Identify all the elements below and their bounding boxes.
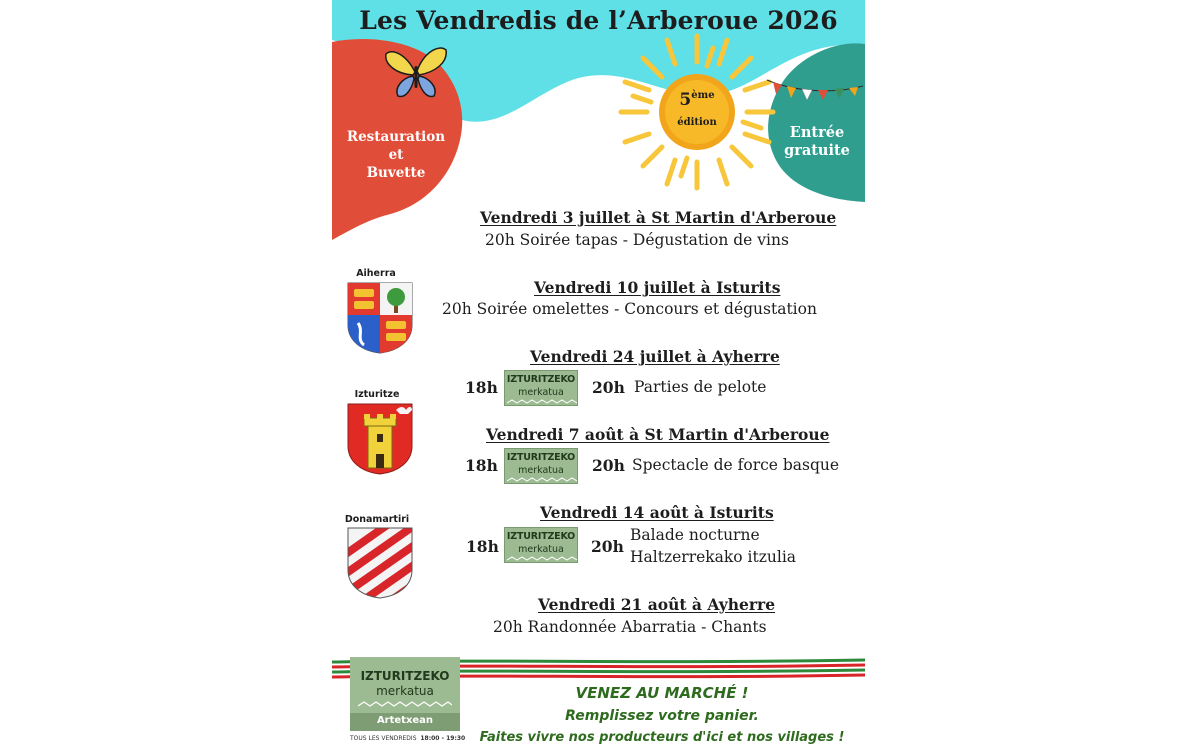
footer-line-1: VENEZ AU MARCHÉ ! [575, 684, 749, 702]
donamartiri-crest-icon [346, 526, 414, 600]
footer-badge-line-3: Artetxean [376, 715, 434, 726]
zigzag-icon [507, 477, 577, 482]
event-6-line: 20h Randonnée Abarratia - Chants [493, 618, 767, 636]
event-3-activity: Parties de pelote [634, 378, 767, 396]
crest-label-donamartiri: Donamartiri [344, 514, 410, 525]
butterfly-icon [384, 44, 448, 100]
left-blob-line-1: Restauration [346, 129, 446, 145]
crest-label-aiherra: Aiherra [356, 268, 396, 279]
event-5-time-2: 20h [591, 537, 624, 556]
market-badge [504, 370, 578, 406]
footer-line-3: Faites vivre nos producteurs d'ici et nos villages ! [479, 730, 845, 745]
edition-word: édition [677, 117, 717, 128]
event-2-title: Vendredi 10 juillet à Isturits [534, 278, 781, 297]
event-5-time-1: 18h [466, 537, 499, 556]
left-blob-line-2: et [388, 147, 404, 163]
crest-label-izturitze: Izturitze [354, 389, 400, 400]
market-badge-line-1: IZTURITZEKO [506, 452, 576, 463]
market-badge-line-1: IZTURITZEKO [506, 374, 576, 385]
zigzag-icon [358, 701, 452, 707]
event-2-line: 20h Soirée omelettes - Concours et dégustation [442, 300, 817, 318]
market-badge [504, 527, 578, 563]
zigzag-icon [507, 556, 577, 561]
right-blob-line-1: Entrée [789, 124, 845, 141]
footer-schedule-time: 18:00 - 19:30 [420, 735, 466, 742]
market-badge-line-1: IZTURITZEKO [506, 531, 576, 542]
event-5-title: Vendredi 14 août à Isturits [540, 503, 774, 522]
edition-label [657, 90, 737, 129]
zigzag-icon [507, 399, 577, 404]
footer-badge-line-2: merkatua [376, 684, 434, 698]
right-blob-line-2: gratuite [784, 142, 850, 159]
event-3-time-1: 18h [465, 378, 498, 397]
event-1-title: Vendredi 3 juillet à St Martin d'Arberoue [480, 208, 837, 227]
market-badge [504, 448, 578, 484]
market-badge-line-2: merkatua [518, 465, 564, 476]
event-poster [332, 0, 865, 750]
event-6-title: Vendredi 21 août à Ayherre [538, 595, 776, 614]
event-4-activity: Spectacle de force basque [632, 456, 840, 474]
event-5-activity-2: Haltzerrekako itzulia [630, 548, 797, 566]
event-4-title: Vendredi 7 août à St Martin d'Arberoue [486, 425, 830, 444]
edition-number: 5 [679, 90, 692, 110]
bunting-flags-icon [765, 70, 865, 110]
restauration-buvette-label [338, 128, 454, 182]
footer-line-2: Remplissez votre panier. [565, 708, 759, 724]
left-blob-line-3: Buvette [366, 165, 426, 181]
footer-market-badge [350, 657, 460, 731]
event-4-time-1: 18h [465, 456, 498, 475]
event-3-title: Vendredi 24 juillet à Ayherre [530, 347, 780, 366]
event-1-line: 20h Soirée tapas - Dégustation de vins [485, 231, 789, 249]
event-5-activity-1: Balade nocturne [630, 526, 760, 544]
aiherra-crest-icon [346, 281, 414, 355]
edition-suffix: ème [691, 90, 715, 101]
market-badge-line-2: merkatua [518, 387, 564, 398]
footer-schedule-prefix: TOUS LES VENDREDIS [350, 735, 417, 742]
izturitze-crest-icon [346, 402, 414, 476]
footer-badge-line-1: IZTURITZEKO [360, 669, 450, 683]
poster-title: Les Vendredis de l’Arberoue 2026 [359, 6, 838, 35]
event-3-time-2: 20h [592, 378, 625, 397]
free-entry-label [772, 124, 862, 160]
event-4-time-2: 20h [592, 456, 625, 475]
footer-schedule [350, 735, 466, 742]
market-badge-line-2: merkatua [518, 544, 564, 555]
